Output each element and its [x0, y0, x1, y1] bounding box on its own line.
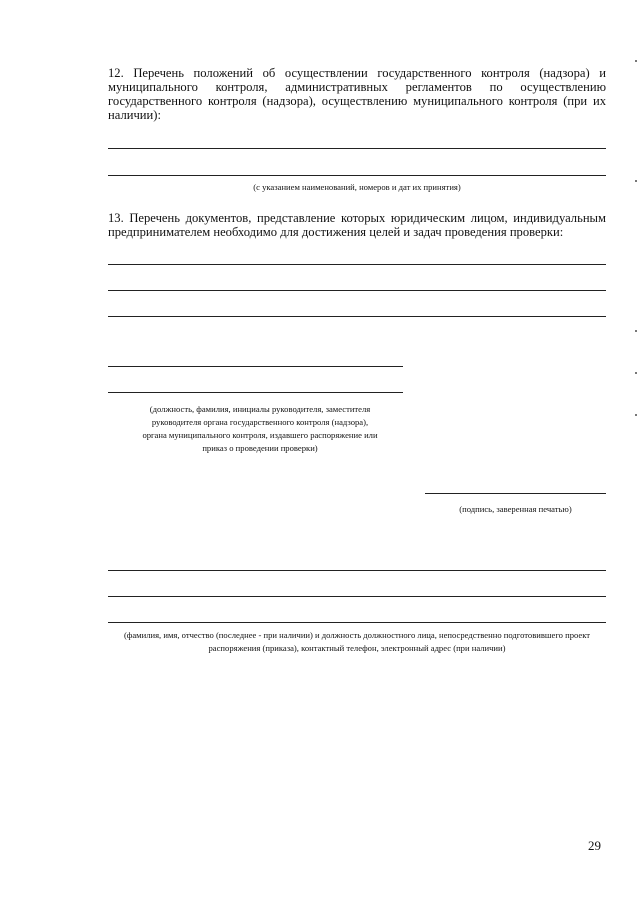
section-12-fill-line-2 — [108, 175, 606, 176]
official-fill-line-2 — [108, 392, 403, 393]
section-12-fill-line-1 — [108, 148, 606, 149]
section-13-fill-line-3 — [108, 316, 606, 317]
scan-edge-mark — [635, 60, 637, 62]
scan-edge-mark — [635, 180, 637, 182]
section-13-text: 13. Перечень документов, представление которых юридическим лицом, индивидуальным предпринимателем необходимо для достижения целей и задач проведения проверки: — [108, 211, 606, 239]
preparer-fill-line-2 — [108, 596, 606, 597]
section-12-caption: (с указанием наименований, номеров и дат их принятия) — [253, 182, 461, 192]
section-12-text: 12. Перечень положений об осуществлении государственного контроля (надзора) и муниципального контроля, административных регламентов по осуществлению государственного контроля (надзора), осуществлению муниципального контроля (при их наличии): — [108, 66, 606, 122]
scan-edge-mark — [635, 414, 637, 416]
section-13-fill-line-2 — [108, 290, 606, 291]
scan-edge-mark — [635, 330, 637, 332]
official-fill-line-1 — [108, 366, 403, 367]
signature-caption: (подпись, заверенная печатью) — [459, 504, 572, 514]
signature-line — [425, 493, 606, 494]
preparer-fill-line-1 — [108, 570, 606, 571]
official-caption: (должность, фамилия, инициалы руководителя, заместителя руководителя органа государственного контроля (надзора), органа муниципального контроля, издавшего распоряжение или приказ о проведении проверки) — [142, 404, 378, 453]
scan-edge-mark — [635, 372, 637, 374]
preparer-fill-line-3 — [108, 622, 606, 623]
section-13-fill-line-1 — [108, 264, 606, 265]
preparer-caption: (фамилия, имя, отчество (последнее - при наличии) и должность должностного лица, непосредственно подготовившего проект распоряжения (приказа), контактный телефон, электронный адрес (при наличии) — [123, 630, 591, 653]
page-number: 29 — [588, 838, 601, 853]
